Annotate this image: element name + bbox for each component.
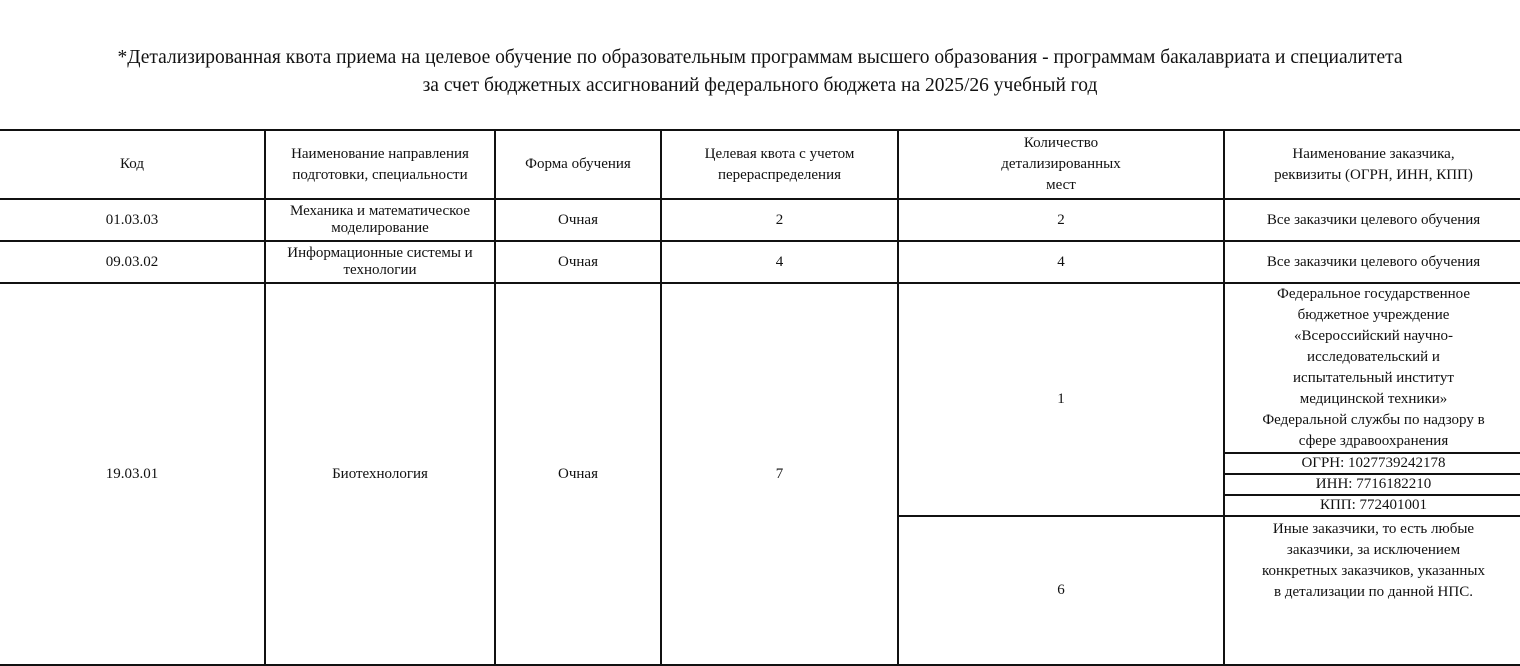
title-line-2: за счет бюджетных ассигнований федерального бюджета на 2025/26 учебный год [422,75,1098,96]
quota-table [0,129,1520,666]
table-row [0,283,1520,453]
cell-inn: ИНН: 7716182210 [1224,474,1520,495]
header-row [0,130,1520,199]
cell-code: 01.03.03 [0,199,265,241]
cell-customer: Все заказчики целевого обучения [1224,241,1520,283]
cell-places: 1 [898,283,1224,516]
cell-quota: 2 [661,199,898,241]
cell-customer-other: Иные заказчики, то есть любые заказчики, за исключением конкретных заказчиков, указанных в детализации по данной НПС. [1224,516,1520,665]
cell-places: 6 [898,516,1224,665]
header-form: Форма обучения [495,130,661,199]
cell-places: 4 [898,241,1224,283]
document-title [0,44,1520,100]
cell-quota: 4 [661,241,898,283]
cell-code: 09.03.02 [0,241,265,283]
cell-code: 19.03.01 [0,283,265,665]
cell-program: Информационные системы и технологии [265,241,495,283]
cell-customer: Все заказчики целевого обучения [1224,199,1520,241]
title-line-1: *Детализированная квота приема на целевое обучение по образовательным программам высшего образования - программам бакалавриата и специалитета [117,47,1403,68]
cell-program: Механика и математическое моделирование [265,199,495,241]
cell-ogrn: ОГРН: 1027739242178 [1224,453,1520,474]
table-row [0,199,1520,241]
cell-program: Биотехнология [265,283,495,665]
cell-kpp: КПП: 772401001 [1224,495,1520,516]
cell-form: Очная [495,199,661,241]
header-places: Количество детализированных мест [898,130,1224,199]
cell-customer-name: Федеральное государственное бюджетное учреждение «Всероссийский научно- исследовательский и испытательный институт медицинской техники» Федеральной службы по надзору в сфере здравоохранения [1224,283,1520,453]
cell-form: Очная [495,283,661,665]
table-row [0,241,1520,283]
header-customer: Наименование заказчика, реквизиты (ОГРН, ИНН, КПП) [1224,130,1520,199]
cell-quota: 7 [661,283,898,665]
header-code: Код [0,130,265,199]
header-quota: Целевая квота с учетом перераспределения [661,130,898,199]
cell-places: 2 [898,199,1224,241]
header-program: Наименование направления подготовки, специальности [265,130,495,199]
cell-form: Очная [495,241,661,283]
